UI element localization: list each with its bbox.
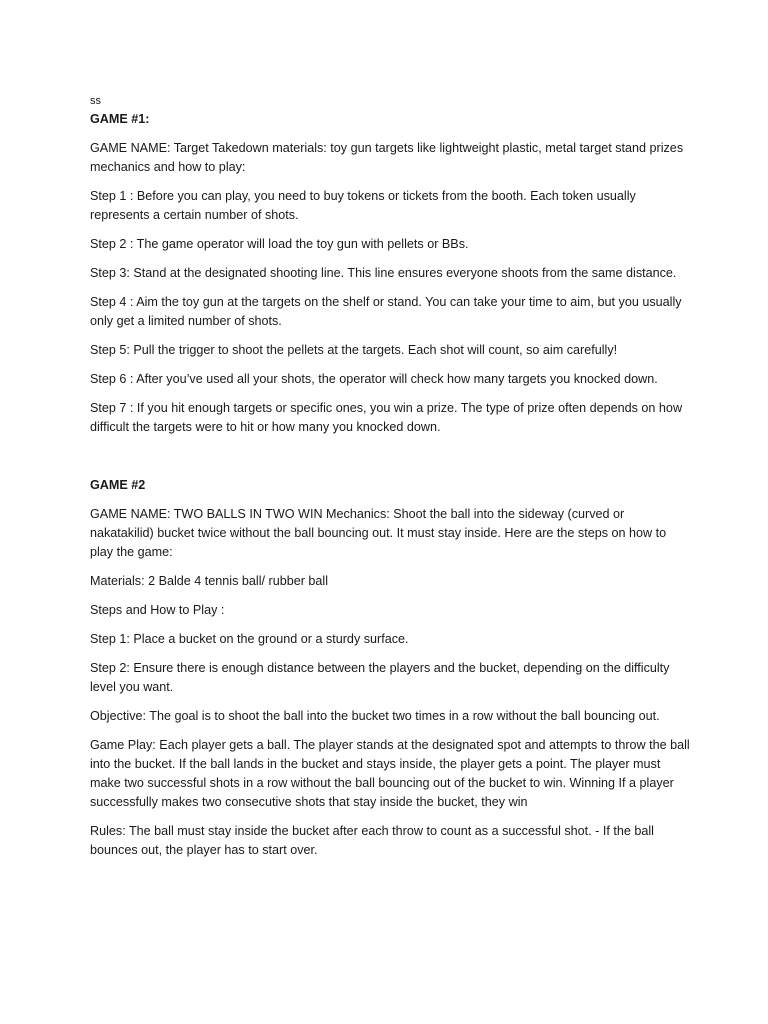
- game1-step-5: Step 5: Pull the trigger to shoot the pellets at the targets. Each shot will count, so aim carefully!: [90, 343, 618, 357]
- game1-step-3: Step 3: Stand at the designated shooting line. This line ensures everyone shoots from the same distance.: [90, 266, 677, 280]
- game1-step-4: Step 4 : Aim the toy gun at the targets on the shelf or stand. You can take your time to aim, but you usually only get a limited number of shots.: [90, 295, 682, 328]
- game2-steps-heading: Steps and How to Play :: [90, 603, 225, 617]
- game2-intro: GAME NAME: TWO BALLS IN TWO WIN Mechanics: Shoot the ball into the sideway (curved or nakatakilid) bucket twice without the ball bouncing out. It must stay inside. Here are the steps on how to play the game:: [90, 507, 667, 559]
- game1-intro: GAME NAME: Target Takedown materials: toy gun targets like lightweight plastic, metal target stand prizes mechanics and how to play:: [90, 141, 684, 174]
- game1-step-6: Step 6 : After you’ve used all your shots, the operator will check how many targets you knocked down.: [90, 372, 658, 386]
- document-body: [90, 93, 690, 870]
- game1-step-2: Step 2 : The game operator will load the toy gun with pellets or BBs.: [90, 237, 469, 251]
- game2-gameplay: Game Play: Each player gets a ball. The player stands at the designated spot and attempts to throw the ball into the bucket. If the ball lands in the bucket and stays inside, the player gets a point. The player must make two successful shots in a row without the ball bouncing out of the bucket to win. Winning If a player successfully makes two consecutive shots that stay inside the bucket, they win: [90, 738, 690, 809]
- game2-materials: Materials: 2 Balde 4 tennis ball/ rubber ball: [90, 574, 329, 588]
- top-marker: ss: [90, 95, 101, 107]
- game1-step-1: Step 1 : Before you can play, you need to buy tokens or tickets from the booth. Each token usually represents a certain number of shots.: [90, 189, 636, 222]
- game1-heading: GAME #1:: [90, 112, 150, 126]
- game2-step-1: Step 1: Place a bucket on the ground or a sturdy surface.: [90, 632, 409, 646]
- game2-objective: Objective: The goal is to shoot the ball into the bucket two times in a row without the ball bouncing out.: [90, 709, 660, 723]
- game2-heading: GAME #2: [90, 478, 146, 492]
- game2-step-2: Step 2: Ensure there is enough distance between the players and the bucket, depending on the difficulty level you want.: [90, 661, 670, 694]
- game1-step-7: Step 7 : If you hit enough targets or specific ones, you win a prize. The type of prize often depends on how difficult the targets were to hit or how many you knocked down.: [90, 401, 683, 434]
- game2-rules: Rules: The ball must stay inside the bucket after each throw to count as a successful shot. - If the ball bounces out, the player has to start over.: [90, 824, 654, 857]
- section-spacer: [90, 447, 690, 476]
